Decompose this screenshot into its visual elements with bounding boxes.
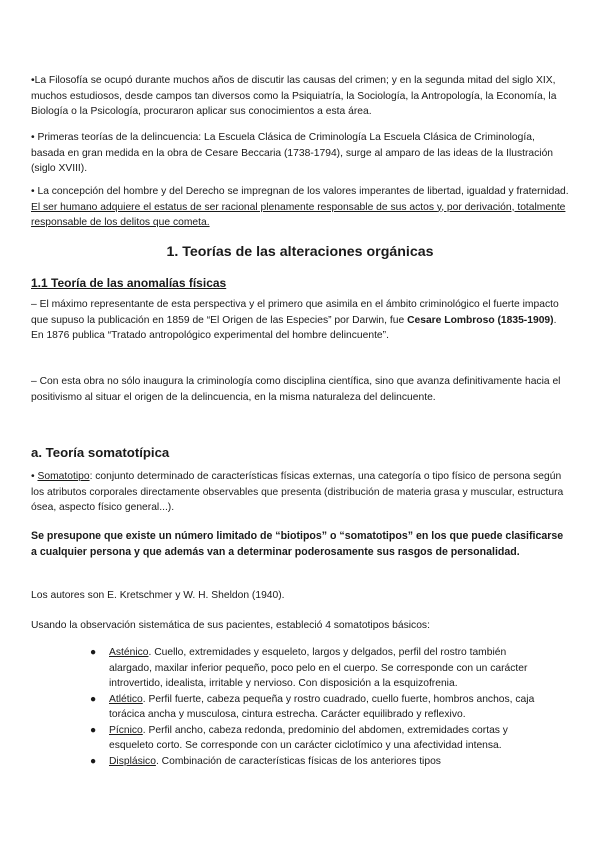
bullet-icon: ● — [90, 693, 97, 705]
paragraph-lombroso: – El máximo representante de esta perspectiva y el primero que asimila en el ámbito criminológico el fuerte impacto que supuso la publicación en 1859 de “El Origen de las Especies” por Darwin, fue Cesare Lombroso (1835-1909). En 1876 publica “Tratado antropológico experimental del hombre delincuente”. — [31, 299, 559, 341]
paragraph-authors: Los autores son E. Kretschmer y W. H. Sheldon (1940). — [31, 590, 285, 601]
list-item-displasico: ● Displásico. Combinación de características físicas de los anteriores tipos — [92, 754, 552, 770]
bullet-icon: ● — [90, 724, 97, 736]
bullet-icon: ● — [90, 647, 97, 658]
list-item-picnico: ● Pícnico. Perfil ancho, cabeza redonda, predominio del abdomen, extremidades cortas y esqueleto corto. Se corresponde con un carácter ciclotímico y una afectividad intensa. — [90, 724, 508, 751]
section-title-somatotypic: a. Teoría somatotípica — [31, 445, 170, 460]
paragraph-criminology-science: – Con esta obra no sólo inaugura la criminología como disciplina científica, sino que avanza definitivamente hacia el positivismo al situar el origen de la delincuencia, en la misma naturaleza del delincuente. — [31, 376, 561, 403]
paragraph-conception: • La concepción del hombre y del Derecho se impregnan de los valores imperantes de libertad, igualdad y fraternidad. El ser humano adquiere el estatus de ser racional plenamente responsable de sus actos y, por derivación, totalmente responsable de los delitos que cometa. — [31, 186, 569, 228]
section-title-organic: 1. Teorías de las alteraciones orgánicas — [166, 244, 434, 260]
underlined-statement: El ser humano adquiere el estatus de ser racional plenamente responsable de sus actos y, por derivación, totalmente responsable de los delitos que cometa. — [31, 201, 566, 228]
somatotype-term: Somatotipo — [37, 471, 90, 482]
paragraph-classical-school: • Primeras teorías de la delincuencia: La Escuela Clásica de Criminología La Escuela Clásica de Criminología, basada en gran medida en la obra de Cesare Beccaria (1738-1794), surge al amparo de las ideas de la Ilustración (siglo XVIII). — [31, 132, 554, 174]
paragraph-somatotype-definition: • Somatotipo: conjunto determinado de características físicas externas, una categoría o tipo físico de persona según los atributos corporales directamente observables que presenta (distribución de materia grasa y muscular, estructura ósea, aspecto físico general...). — [31, 471, 564, 513]
subsection-title-anomalies: 1.1 Teoría de las anomalías físicas — [31, 276, 227, 290]
bullet-icon: ● — [90, 755, 97, 767]
paragraph-observation: Usando la observación sistemática de sus pacientes, estableció 4 somatotipos básicos: — [31, 620, 430, 631]
list-item-astenico: ● Asténico. Cuello, extremidades y esqueleto, largos y delgados, perfil del rostro también alargado, maxilar inferior pequeño, poco pelo en el cuerpo. Se corresponde con un carácter introvertido, idealista, irritable y nervioso. Con disposición a la esquizofrenia. — [90, 647, 528, 689]
list-item-atletico: ● Atlético. Perfil fuerte, cabeza pequeña y rostro cuadrado, cuello fuerte, hombros anchos, caja torácica ancha y musculosa, cintura estrecha. Carácter equilibrado y reflexivo. — [90, 693, 535, 720]
somatotype-list — [92, 645, 552, 769]
paragraph-philosophy: •La Filosofía se ocupó durante muchos años de discutir las causas del crimen; y en la segunda mitad del siglo XIX, muchos estudiosos, desde campos tan diversos como la Psiquiatría, la Sociología, la Antropología, la Economía, la Biología o la Psicología, procuraron aplicar sus conocimientos a esta área. — [31, 75, 557, 117]
paragraph-biotypes: Se presupone que existe un número limitado de “biotipos” o “somatotipos” en los que puede clasificarse a cualquier persona y que además van a determinar poderosamente sus rasgos de personalidad. — [31, 530, 564, 558]
lombroso-name: Cesare Lombroso (1835-1909) — [407, 314, 554, 326]
